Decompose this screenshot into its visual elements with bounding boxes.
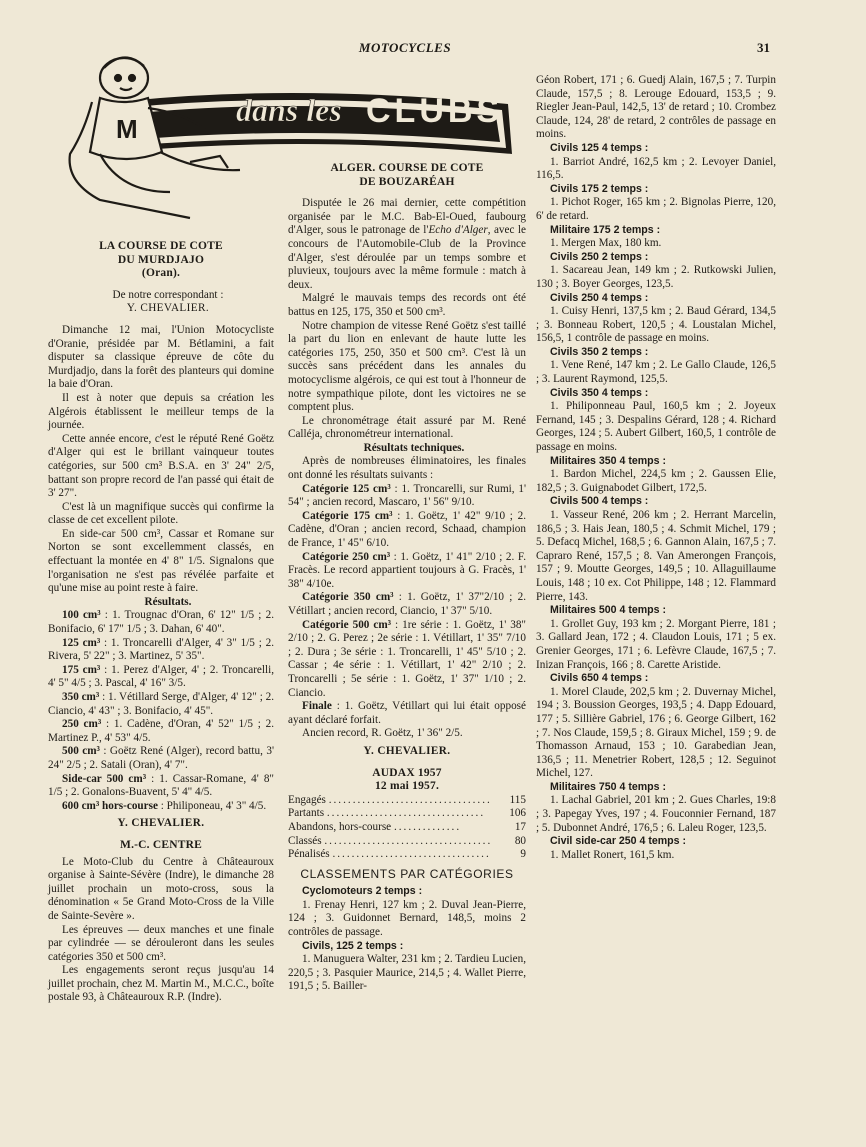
- category-list: [536, 142, 776, 862]
- stat-label: Pénalisés: [288, 848, 330, 861]
- audax-title: AUDAX 1957: [372, 766, 442, 779]
- category-results: 1. Mallet Ronert, 161,5 km.: [550, 848, 675, 861]
- category-results: 1. Mergen Max, 180 km.: [550, 237, 662, 250]
- stat-label: Abandons, hors-course: [288, 820, 392, 833]
- column-1: [48, 240, 274, 1005]
- result-text: : 1. Perez d'Alger, 4' ; 2. Troncarelli, 4' 5" 4/5 ; 3. Pascal, 4' 16" 3/5.: [48, 663, 275, 690]
- result-line: [48, 664, 274, 691]
- result-line: [288, 700, 526, 727]
- result-text: : Goëtz René (Alger), record battu, 3' 24" 2/5 ; 2. Satali (Oran), 4' 7".: [48, 745, 275, 771]
- result-label: Side-car 500 cm³: [62, 772, 147, 785]
- category-label: Civils 350 4 temps :: [550, 386, 649, 399]
- result-text: : 1. Troncarelli d'Alger, 4' 3" 1/5 ; 2. Rivera, 5' 22" ; 3. Martinez, 5' 35".: [48, 636, 274, 663]
- result-label: Catégorie 350 cm³: [302, 591, 394, 604]
- article-title-line2: DE BOUZARÉAH: [359, 175, 455, 188]
- stat-value: 17: [514, 820, 526, 833]
- category-label: Civils, 125 2 temps :: [302, 939, 404, 952]
- stat-value: 80: [514, 834, 526, 847]
- category-results: 1. Vene René, 147 km ; 2. Le Gallo Claude, 126,5 ; 3. Laurent Raymond, 125,5.: [536, 359, 776, 386]
- paragraph: Les engagements seront reçus jusqu'au 14 juillet prochain, chez M. Martin M., M.C.C., boîte postale 93, à Châteauroux R.P. (Indre).: [48, 964, 274, 1004]
- category-label: Civils 650 4 temps :: [550, 672, 649, 685]
- paragraph: Dimanche 12 mai, l'Union Motocycliste d'Oranie, présidée par M. Bétlamini, a fait disputer sa classique épreuve de côte du Murdjadjo, dans la forêt des planteurs qui domine la baie d'Oran.: [48, 323, 274, 391]
- category-label: Militaire 175 2 temps :: [550, 223, 661, 236]
- paragraph: C'est là un magnifique succès qui confirme la classe de cet excellent pilote.: [48, 500, 274, 527]
- category-label: Civils 125 4 temps :: [550, 141, 649, 154]
- paragraph: Le Moto-Club du Centre à Châteauroux organise à Sainte-Sévère (Indre), le dimanche 28 juillet prochain un moto-cross, sous la dénomination « 5e Grand Moto-Cross de la Ville de Sainte-Sevère ».: [48, 855, 274, 922]
- category-results: 1. Barriot André, 162,5 km ; 2. Levoyer Daniel, 116,5.: [536, 155, 776, 182]
- paragraph: En side-car 500 cm³, Cassar et Romane sur Norton se sont excellemment classés, en effectuant la montée en 4' 8" 1/5. Signalons que l'organisation ne s'est pas révélée parfaite et qu'une mise au point reste à faire.: [48, 527, 274, 595]
- article-title-line3: (Oran).: [141, 267, 181, 280]
- result-text: : 1. Troncarelli, sur Rumi, 1' 54" ; ancien record, Mascaro, 1' 56" 9/10.: [288, 482, 526, 509]
- result-label: 175 cm³: [62, 663, 101, 676]
- result-label: Finale: [302, 700, 332, 713]
- result-line: [48, 800, 274, 814]
- table-row: Abandons, hors-course .............. 17: [288, 820, 526, 833]
- result-line: [48, 637, 274, 664]
- table-row: Partants ................................. 106: [288, 807, 526, 820]
- category-label: Civils 500 4 temps :: [550, 495, 649, 508]
- stat-value: 106: [509, 807, 526, 820]
- result-text: : 1. Goëtz, 1' 41" 2/10 ; 2. F. Fracès. Le record appartient toujours à G. Fracès, 1' 38" 4/10e.: [288, 550, 526, 590]
- category-label: Civil side-car 250 4 temps :: [550, 835, 687, 848]
- signature: Y. CHEVALIER.: [117, 817, 205, 830]
- results-heading: Résultats techniques.: [363, 441, 465, 454]
- article-title-line2: DU MURDJAJO: [117, 253, 205, 266]
- column-2: [288, 162, 526, 994]
- running-title: MOTOCYCLES: [358, 40, 452, 55]
- paragraph-continued: Géon Robert, 171 ; 6. Guedj Alain, 167,5 ; 7. Turpin Claude, 157,5 ; 8. Lerouge Edouard, 153,5 ; 9. Riegler Jean-Paul, 142,5, 13' de retard ; 10. Crombez Claude, 124, 28' de retard, 2 contrôles de passage en moins.: [536, 74, 776, 141]
- result-text: : 1. Cassar-Romane, 4' 8" 1/5 ; 2. Gonalons-Buavent, 5' 4" 4/5.: [48, 772, 274, 799]
- result-text: : 1. Cadène, d'Oran, 4' 52" 1/5 ; 2. Martinez P., 4' 53" 4/5.: [48, 718, 274, 744]
- result-text: : Philiponeau, 4' 3" 4/5.: [157, 799, 267, 812]
- result-label: 100 cm³: [62, 609, 101, 622]
- category-results: 1. Sacareau Jean, 149 km ; 2. Rutkowski Julien, 130 ; 3. Boyer Georges, 123,5.: [536, 264, 776, 290]
- paragraph: Le chronométrage était assuré par M. René Calléja, chronométreur international.: [288, 414, 526, 441]
- category-results: 1. Vasseur René, 206 km ; 2. Herrant Marcelin, 186,5 ; 3. Hais Jean, 180,5 ; 4. Schmit Michel, 179 ; 5. Defacq Michel, 168,5 ; 6. Gannon Alain, 167,5 ; 7. Capraro René, 157,5 ; 8. Van Amerongen François, 157 ; 9. Moutte Georges, 149,5 ; 10. Allaguillaume Louis, 148 ; 10 ex. Cot Philippe, 148 ; 12. Flammard Pierre, 143.: [536, 509, 776, 603]
- result-text: : 1re série : 1. Goëtz, 1' 38" 2/10 ; 2. G. Perez ; 2e série : 1. Vétillart, 1' 35" 7/10 ; 2. Dura ; 3e série : 1. Troncarelli, 1' 45" 5/10 ; 2. Cassar ; 4e série : 1. Vétillart, 1' 42" 2/10 ; 2. Troncarelli ; 5e série : 1. Goëtz, 1' 37" 1/10 ; 2. Ciancio.: [288, 618, 526, 699]
- result-line: [288, 510, 526, 551]
- results-heading: Résultats.: [144, 595, 192, 608]
- correspondent-line: De notre correspondant :: [112, 288, 224, 301]
- category-label: Militaires 500 4 temps :: [550, 604, 666, 617]
- category-results: 1. Morel Claude, 202,5 km ; 2. Duvernay Michel, 194 ; 3. Boussion Georges, 193,5 ; 4. Dapp Edouard, 177 ; 5. Sillière Gabriel, 176 ; 6. George Gilbert, 162 ; 7. Nos Claude, 159,5 ; 8. Giraux Michel, 159 ; 9. de Thomasson Arnaud, 153 ; 10. Garabedian Jean, 136,5 ; 11. Menetrier Robert, 128,5 ; 12. Seguinot Michel, 127.: [536, 685, 776, 780]
- result-text: : 1. Goëtz, 1' 37"2/10 ; 2. Vétillart ; ancien record, Ciancio, 1' 37" 5/10.: [288, 591, 527, 617]
- result-label: 500 cm³: [62, 745, 100, 758]
- result-line: [288, 619, 526, 701]
- category-results: 1. Philiponneau Paul, 160,5 km ; 2. Joyeux Fernand, 145 ; 3. Despalins Gérard, 128 ; 4. Richard Georges, 124 ; 5. Aubert Gilbert, 160,5, 1 contrôle de passage en moins.: [536, 400, 776, 454]
- correspondent-name: Y. CHEVALIER.: [126, 302, 210, 315]
- result-line: [48, 609, 274, 636]
- category-label: Civils 175 2 temps :: [550, 182, 649, 195]
- category-results: 1. Lachal Gabriel, 201 km ; 2. Gues Charles, 19:8 ; 3. Papegay Yves, 197 ; 4. Fouconnier Fernand, 187 ; 5. Dubonnet André, 176,5 ; 6. Laleu Roger, 123,5.: [536, 794, 776, 834]
- result-label: Catégorie 250 cm³: [302, 550, 391, 563]
- banner-clubs-text: CLUBS: [366, 92, 504, 130]
- category-label: Militaires 750 4 temps :: [550, 780, 666, 793]
- paragraph: Après de nombreuses éliminatoires, les finales ont donné les résultats suivants :: [288, 455, 526, 482]
- page-number: 31: [757, 40, 770, 55]
- category-label: Civils 250 4 temps :: [550, 291, 649, 304]
- stat-label: Classés: [288, 834, 322, 847]
- result-label: Catégorie 175 cm³: [302, 509, 393, 522]
- category-results: 1. Grollet Guy, 193 km ; 2. Morgant Pierre, 181 ; 3. Gallard Jean, 172 ; 4. Claudon Louis, 171 ; 5 ex. Grenier Georges, 171 ; 6. Lefèvre Claude, 167,5 ; 7. Inizan François, 166 ; 8. Carette Aristide.: [536, 617, 776, 671]
- category-label: Civils 350 2 temps :: [550, 345, 649, 358]
- table-row: Classés ................................... 80: [288, 834, 526, 847]
- category-results: 1. Bardon Michel, 224,5 km ; 2. Gaussen Elie, 182,5 ; 3. Guignabodet Gilbert, 172,5.: [536, 468, 776, 494]
- category-label: Cyclomoteurs 2 temps :: [302, 885, 423, 898]
- audax-stats-table: [288, 794, 526, 862]
- result-label: 350 cm³: [62, 691, 100, 703]
- classements-heading: CLASSEMENTS PAR CATÉGORIES: [300, 866, 514, 881]
- result-text: : 1. Trougnac d'Oran, 6' 12" 1/5 ; 2. Bonifacio, 6' 17" 1/5 ; 3. Dahan, 6' 40".: [48, 609, 274, 636]
- result-label: 600 cm³ hors-course: [62, 799, 158, 812]
- result-line: [288, 591, 526, 618]
- audax-date: 12 mai 1957.: [374, 780, 440, 793]
- signature: Y. CHEVALIER.: [363, 744, 451, 757]
- stat-label: Partants: [288, 807, 325, 820]
- category-label: Militaires 350 4 temps :: [550, 454, 666, 467]
- result-line: [288, 551, 526, 592]
- result-text: : 1. Vétillard Serge, d'Alger, 4' 12" ; 2. Ciancio, 4' 43" ; 3. Bonifacio, 4' 45".: [48, 691, 275, 717]
- banner-script-text: dans les: [236, 92, 342, 128]
- article-title-line1: LA COURSE DE COTE: [99, 240, 223, 252]
- mc-centre-title: M.-C. CENTRE: [120, 838, 202, 851]
- paragraph: Disputée le 26 mai dernier, cette compétition organisée par le M.C. Bab-El-Oued, faubourg d'Alger, sous le patronage de l'Echo d'Alger, avec le concours de l'Automobile-Club de la Province d'Alger, s'est déroulée par un temps sombre et pluvieux, toujours avec la même formule : match à deux.: [288, 197, 526, 291]
- result-label: Catégorie 500 cm³: [302, 618, 392, 631]
- result-text: : 1. Goëtz, Vétillart qui lui était opposé ayant déclaré forfait.: [288, 700, 526, 726]
- paragraph: Notre champion de vitesse René Goëtz s'est taillé la part du lion en enlevant de haute lutte les catégories 175, 250, 350 et 500 cm³. C'est là un succès sans précédent dans les annales du motocyclisme algérois, ce qui est tout à l'honneur de notre sympathique pilote, dont les victoires ne se comptent plus.: [288, 319, 526, 414]
- result-line: [288, 483, 526, 510]
- paragraph: Ancien record, R. Goëtz, 1' 36" 2/5.: [302, 727, 463, 740]
- paragraph: Il est à noter que depuis sa création les Algérois établissent le meilleur temps de la journée.: [48, 391, 274, 432]
- stat-value: 9: [520, 848, 526, 861]
- result-label: 125 cm³: [62, 636, 101, 649]
- result-text: : 1. Goëtz, 1' 42" 9/10 ; 2. Cadène, d'Oran ; ancien record, Schaad, champion de France, 1' 45" 6/10.: [288, 509, 527, 550]
- paragraph: 1. Frenay Henri, 127 km ; 2. Duval Jean-Pierre, 124 ; 3. Guidonnet Bernard, 148,5, moins 2 contrôles de passage.: [288, 898, 526, 939]
- category-results: 1. Cuisy Henri, 137,5 km ; 2. Baud Gérard, 134,5 ; 3. Bonneau Robert, 120,5 ; 4. Loustalan Michel, 156,5, 1 contrôle de passage en moins.: [536, 305, 776, 345]
- category-label: Civils 250 2 temps :: [550, 250, 649, 263]
- svg-text:M: M: [116, 114, 138, 144]
- column-3: [536, 74, 776, 862]
- newspaper-name: Echo d'Alger: [428, 224, 488, 237]
- category-results: 1. Pichot Roger, 165 km ; 2. Bignolas Pierre, 120, 6' de retard.: [536, 196, 776, 222]
- result-line: [48, 773, 274, 800]
- stat-label: Engagés: [288, 793, 326, 806]
- paragraph: Malgré le mauvais temps des records ont été battus en 125, 175, 350 et 500 cm³.: [288, 292, 526, 318]
- paragraph: Les épreuves — deux manches et une finale par cylindrée — se dérouleront dans les seules catégories 350 et 500 cm³.: [48, 923, 274, 963]
- table-row: Engagés .................................. 115: [288, 793, 526, 806]
- result-label: 250 cm³: [62, 718, 102, 731]
- article-title-line1: ALGER. COURSE DE COTE: [330, 162, 484, 174]
- stat-value: 115: [509, 793, 526, 806]
- paragraph: 1. Manuguera Walter, 231 km ; 2. Tardieu Lucien, 220,5 ; 3. Pasquier Maurice, 214,5 ; 4. Wallet Pierre, 191,5 ; 5. Bailler-: [288, 953, 526, 993]
- paragraph: Cette année encore, c'est le réputé René Goëtz d'Alger qui est le brillant vainqueur toutes catégories, sur 500 cm³ B.S.A. en 3' 24" 2/5, battant son propre record de l'an passé qui était de 3' 27".: [48, 432, 274, 500]
- result-line: [48, 691, 274, 718]
- table-row: Pénalisés ................................. 9: [288, 848, 526, 861]
- result-line: [48, 718, 274, 745]
- result-line: [48, 745, 274, 772]
- result-label: Catégorie 125 cm³: [302, 482, 391, 495]
